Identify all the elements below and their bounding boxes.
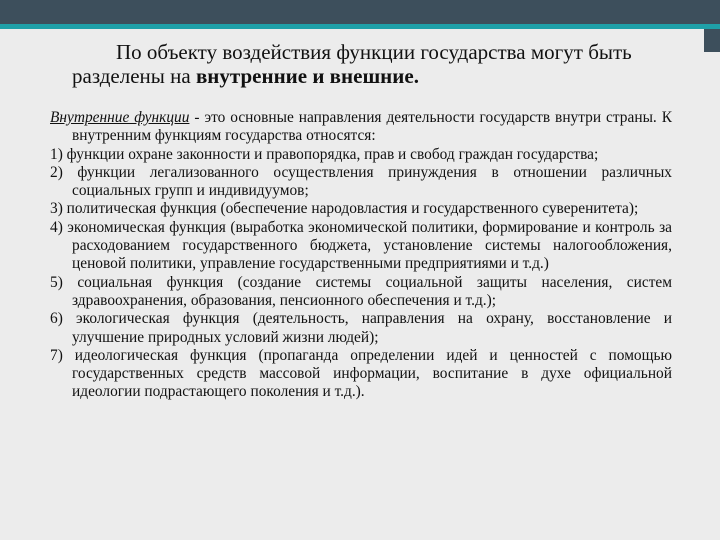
list-item: 2) функции легализованного осуществления принуждения в отношении различных социальных групп и индивидуумов; <box>50 163 672 200</box>
slide-body <box>50 109 672 402</box>
slide-corner-block <box>704 0 720 52</box>
definition-paragraph <box>50 109 672 146</box>
heading-intro: По объекту воздействия функции государства могут быть разделены на <box>72 40 632 88</box>
list-item: 1) функции охране законности и правопорядка, прав и свобод граждан государства; <box>50 145 599 163</box>
list-item: 6) экологическая функция (деятельность, направления на охрану, восстановление и улучшение природных условий жизни людей); <box>50 310 672 346</box>
heading-bold: внутренние и внешние. <box>195 64 419 88</box>
definition-term: Внутренние функции <box>50 109 190 126</box>
slide-top-bar <box>0 0 720 24</box>
slide-accent-line <box>0 24 704 29</box>
list-item: 3) политическая функция (обеспечение народовластия и государственного суверенитета); <box>50 200 639 218</box>
list-item: 4) экономическая функция (выработка экономической политики, формирование и контроль за расходованием государственного бюджета, установление системы налогообложения, ценовой политики, управление государственными предприятиями и т.д.) <box>50 218 672 273</box>
list-item: 7) идеологическая функция (пропаганда определении идей и ценностей с помощью государственных средств массовой информации, воспитание в духе официальной идеологии подрастающего поколения и т.д.). <box>50 346 672 401</box>
list-item: 5) социальная функция (создание системы социальной защиты населения, систем здравоохранения, образования, пенсионного обеспечения и т.д.); <box>50 273 672 309</box>
slide-heading <box>72 40 692 88</box>
definition-text: - это основные направления деятельности государств внутри страны. К внутренним функциям государства относятся: <box>72 109 672 145</box>
